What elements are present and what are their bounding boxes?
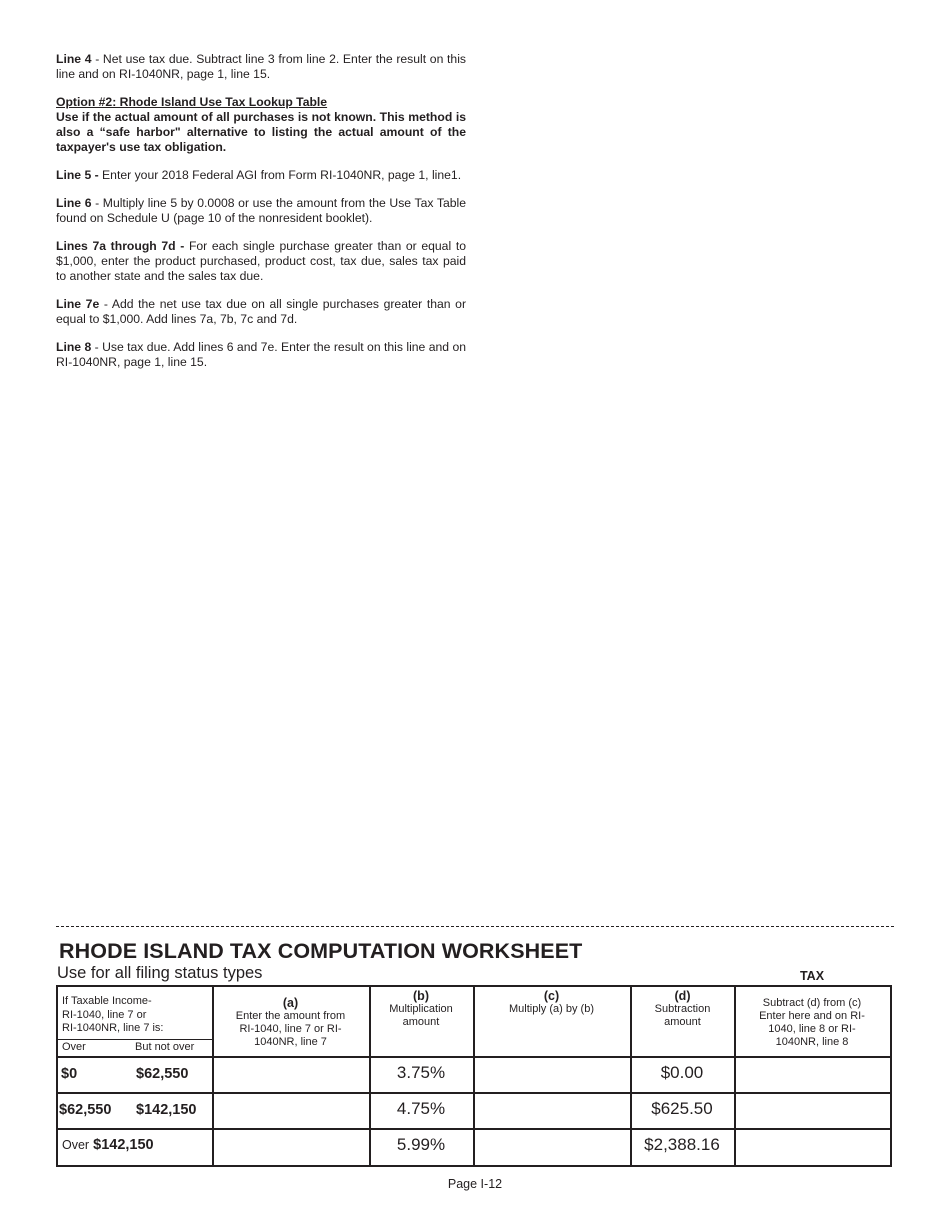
col-d-header: (d) Subtraction amount: [654, 989, 711, 1028]
line8-instruction: Line 8 - Use tax due. Add lines 6 and 7e. Enter the result on this line and on RI-1040NR, page 1, line 15.: [56, 340, 467, 369]
row3-subtraction: $2,388.16: [644, 1135, 720, 1154]
col-divider: [212, 985, 214, 1166]
tax-header: Subtract (d) from (c) Enter here and on RI-1040, line 8 or RI-1040NR, line 8: [759, 997, 865, 1048]
line4-instruction: Line 4 - Net use tax due. Subtract line 3 from line 2. Enter the result on this line and on RI-1040NR, page 1, line 15.: [56, 52, 467, 81]
over-divider: [56, 1039, 213, 1040]
row3-over: Over $142,150: [62, 1137, 154, 1153]
line7e-instruction: Line 7e - Add the net use tax due on all single purchases greater than or equal to $1,000. Add lines 7a, 7b, 7c and 7d.: [56, 297, 466, 326]
option2-heading: Option #2: Rhode Island Use Tax Lookup Table: [56, 95, 328, 109]
row2-over: $62,550: [59, 1102, 112, 1118]
col-b-header: (b) Multiplication amount: [389, 989, 453, 1028]
taxable-income-header: If Taxable Income- RI-1040, line 7 or RI-1040NR, line 7 is:: [62, 995, 164, 1034]
page-number: Page I-12: [447, 1177, 503, 1191]
instructions: [56, 52, 466, 383]
col-divider: [890, 985, 892, 1166]
line5-instruction: Line 5 - Enter your 2018 Federal AGI from Form RI-1040NR, page 1, line1.: [56, 168, 462, 182]
col-a-header: (a) Enter the amount from RI-1040, line 7 or RI-1040NR, line 7: [235, 996, 346, 1048]
tax-column-label: TAX: [799, 969, 825, 983]
row1-over: $0: [61, 1066, 78, 1082]
cut-line: [56, 926, 894, 927]
over-header: Over: [62, 1041, 86, 1053]
col-c-header: (c) Multiply (a) by (b): [509, 989, 594, 1015]
row1-subtraction: $0.00: [660, 1063, 704, 1082]
worksheet-title: RHODE ISLAND TAX COMPUTATION WORKSHEET: [59, 939, 583, 963]
row2-subtraction: $625.50: [651, 1099, 713, 1118]
row2-rate: 4.75%: [396, 1099, 446, 1118]
line7-instruction: Lines 7a through 7d - For each single purchase greater than or equal to $1,000, enter the product purchased, product cost, tax due, sales tax paid to another state and the sales tax due.: [56, 239, 466, 283]
col-divider: [56, 985, 58, 1166]
option2-body: Use if the actual amount of all purchases is not known. This method is also a “safe harbor" alternative to listing the actual amount of the taxpayer's use tax obligation.: [56, 110, 466, 154]
col-divider: [473, 985, 475, 1166]
option2-block: [56, 95, 466, 155]
row2-not-over: $142,150: [136, 1102, 197, 1118]
row3-rate: 5.99%: [396, 1135, 446, 1154]
worksheet-subtitle: Use for all filing status types: [57, 964, 263, 982]
but-not-over-header: But not over: [135, 1041, 195, 1053]
row1-not-over: $62,550: [136, 1066, 189, 1082]
line6-instruction: Line 6 - Multiply line 5 by 0.0008 or use the amount from the Use Tax Table found on Schedule U (page 10 of the nonresident booklet).: [56, 196, 466, 225]
row1-rate: 3.75%: [396, 1063, 446, 1082]
col-divider: [734, 985, 736, 1166]
